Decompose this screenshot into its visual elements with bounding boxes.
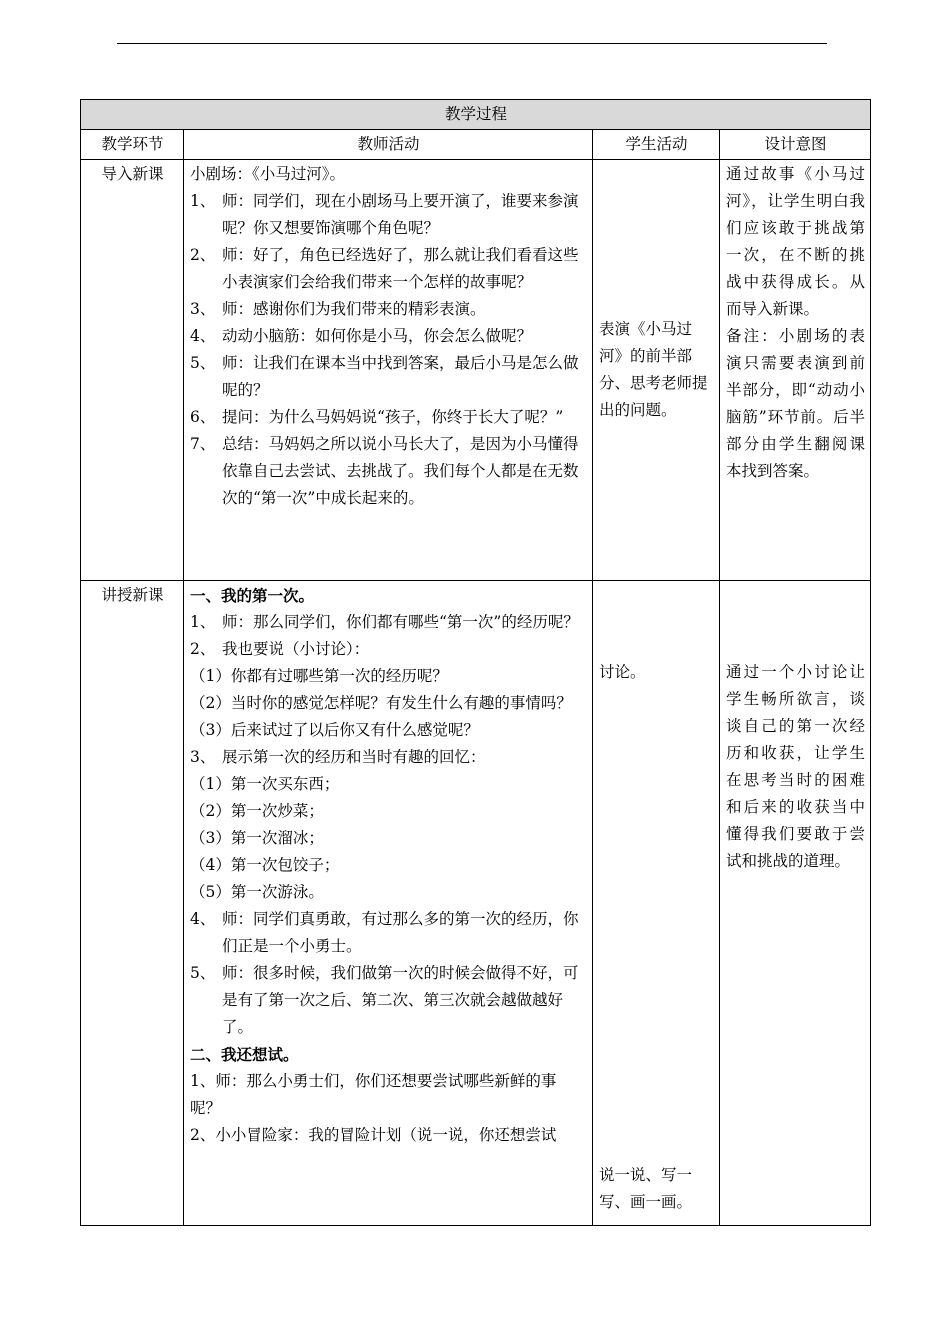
table-header-row bbox=[81, 130, 871, 160]
discussion-question: （3）后来试过了以后你又有什么感觉呢？ bbox=[190, 721, 479, 739]
list-item: 4、 师：同学们真勇敢，有过那么多的第一次的经历，你们正是一个小勇士。 bbox=[190, 910, 579, 955]
section-heading: 二、我还想试。 bbox=[190, 1045, 299, 1064]
student-activity-cell: 表演《小马过河》的前半部分、思考老师提出的问题。 bbox=[593, 160, 720, 581]
list-item: 5、 师：让我们在课本当中找到答案，最后小马是怎么做呢的？ bbox=[190, 354, 579, 399]
list-item: 2、小小冒险家：我的冒险计划（说一说，你还想尝试 bbox=[190, 1126, 557, 1144]
intro-line: 小剧场：《小马过河》。 bbox=[190, 165, 346, 183]
header-teacher-activity: 教师活动 bbox=[184, 130, 593, 160]
list-item: 1、师：那么小勇士们，你们还想要尝试哪些新鲜的事呢？ bbox=[190, 1072, 557, 1117]
table-title-row bbox=[81, 100, 871, 130]
student-activity-2: 说一说、写一写、画一画。 bbox=[599, 1166, 693, 1211]
list-item: 4、 动动小脑筋：如何你是小马，你会怎么做呢？ bbox=[190, 327, 533, 345]
list-item: 5、 师：很多时候，我们做第一次的时候会做得不好，可是有了第一次之后、第二次、第三次就会越做越好了。 bbox=[190, 964, 579, 1036]
discussion-question: （2）当时你的感觉怎样呢？有发生什么有趣的事情吗？ bbox=[190, 694, 572, 712]
table-title: 教学过程 bbox=[81, 100, 871, 130]
list-item: 2、 我也要说（小讨论）： bbox=[190, 640, 370, 658]
lesson-process-table bbox=[80, 99, 871, 1226]
section-heading: 一、我的第一次。 bbox=[190, 586, 315, 605]
table-row bbox=[81, 160, 871, 581]
stage-cell: 导入新课 bbox=[81, 160, 184, 581]
first-experience: （5）第一次游泳。 bbox=[190, 883, 324, 901]
header-design-intent: 设计意图 bbox=[720, 130, 871, 160]
design-intent-cell: 通过故事《小马过河》，让学生明白我们应该敢于挑战第一次，在不断的挑战中获得成长。从而导入新课。 备注：小剧场的表演只需要表演到前半部分，即“动动小脑筋”环节前。后半部分由学生翻阅课本找到答案。 bbox=[720, 160, 871, 581]
student-activity-cell bbox=[593, 581, 720, 1226]
first-experience: （3）第一次溜冰； bbox=[190, 829, 324, 847]
list-item: 7、 总结：马妈妈之所以说小马长大了，是因为小马懂得依靠自己去尝试、去挑战了。我们每个人都是在无数次的“第一次”中成长起来的。 bbox=[190, 435, 579, 507]
design-intent-cell: 通过一个小讨论让学生畅所欲言，谈谈自己的第一次经历和收获，让学生在思考当时的困难和后来的收获当中懂得我们要敢于尝试和挑战的道理。 bbox=[720, 581, 871, 1226]
header-rule bbox=[117, 43, 827, 44]
list-item: 1、 师：同学们，现在小剧场马上要开演了，谁要来参演呢？你又想要饰演哪个角色呢？ bbox=[190, 192, 579, 237]
teacher-activity-cell bbox=[184, 160, 593, 581]
first-experience: （1）第一次买东西； bbox=[190, 775, 340, 793]
list-item: 3、 展示第一次的经历和当时有趣的回忆： bbox=[190, 748, 486, 766]
header-stage: 教学环节 bbox=[81, 130, 184, 160]
first-experience: （4）第一次包饺子； bbox=[190, 856, 340, 874]
list-item: 1、 师：那么同学们，你们都有哪些“第一次”的经历呢？ bbox=[190, 613, 579, 631]
student-activity-1: 讨论。 bbox=[599, 663, 646, 681]
stage-cell: 讲授新课 bbox=[81, 581, 184, 1226]
first-experience: （2）第一次炒菜； bbox=[190, 802, 324, 820]
teacher-activity-cell bbox=[184, 581, 593, 1226]
list-item: 6、 提问：为什么马妈妈说“孩子，你终于长大了呢？” bbox=[190, 408, 564, 426]
table-row bbox=[81, 581, 871, 1226]
list-item: 2、 师：好了，角色已经选好了，那么就让我们看看这些小表演家们会给我们带来一个怎样的故事呢？ bbox=[190, 246, 579, 291]
discussion-question: （1）你都有过哪些第一次的经历呢？ bbox=[190, 667, 448, 685]
header-student-activity: 学生活动 bbox=[593, 130, 720, 160]
list-item: 3、 师：感谢你们为我们带来的精彩表演。 bbox=[190, 300, 486, 318]
